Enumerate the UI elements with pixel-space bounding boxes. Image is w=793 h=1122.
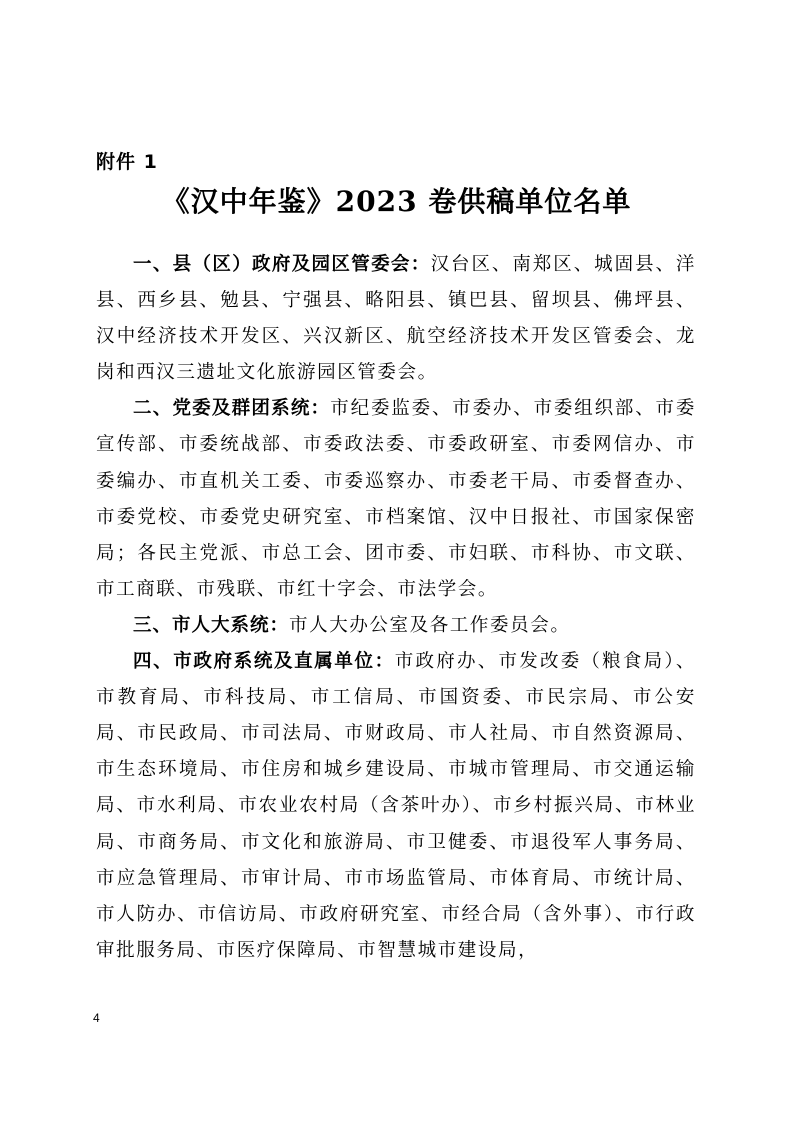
section-county-governments [96,247,696,391]
section-heading: 四、市政府系统及直属单位： [133,651,395,673]
section-party-committee [96,391,696,608]
page-number: 4 [93,1011,100,1025]
section-heading: 二、党委及群团系统： [133,398,331,420]
document-body [96,247,696,969]
attachment-label: 附件 1 [96,151,158,173]
section-heading: 一、县（区）政府及园区管委会： [133,254,431,275]
document-title: 《汉中年鉴》2023 卷供稿单位名单 [161,185,632,218]
section-text: 市纪委监委、市委办、市委组织部、市委宣传部、市委统战部、市委政法委、市委政研室、市委网信办、市委编办、市直机关工委、市委巡察办、市委老干局、市委督查办、市委党校、市委党史研究室、市档案馆、汉中日报社、市国家保密局；各民主党派、市总工会、团市委、市妇联、市科协、市文联、市工商联、市残联、市红十字会、市法学会。 [96,398,696,600]
section-municipal-government [96,644,696,969]
section-text: 汉台区、南郑区、城固县、洋县、西乡县、勉县、宁强县、略阳县、镇巴县、留坝县、佛坪县、汉中经济技术开发区、兴汉新区、航空经济技术开发区管委会、龙岗和西汉三遗址文化旅游园区管委会。 [96,254,696,384]
section-text: 市人大办公室及各工作委员会。 [289,614,571,636]
section-peoples-congress [96,608,696,644]
section-heading: 三、市人大系统： [133,614,290,636]
section-text: 市政府办、市发改委（粮食局）、市教育局、市科技局、市工信局、市国资委、市民宗局、市公安局、市民政局、市司法局、市财政局、市人社局、市自然资源局、市生态环境局、市住房和城乡建设局、市城市管理局、市交通运输局、市水利局、市农业农村局（含茶叶办）、市乡村振兴局、市林业局、市商务局、市文化和旅游局、市卫健委、市退役军人事务局、市应急管理局、市审计局、市市场监管局、市体育局、市统计局、市人防办、市信访局、市政府研究室、市经合局（含外事）、市行政审批服务局、市医疗保障局、市智慧城市建设局， [96,651,696,961]
